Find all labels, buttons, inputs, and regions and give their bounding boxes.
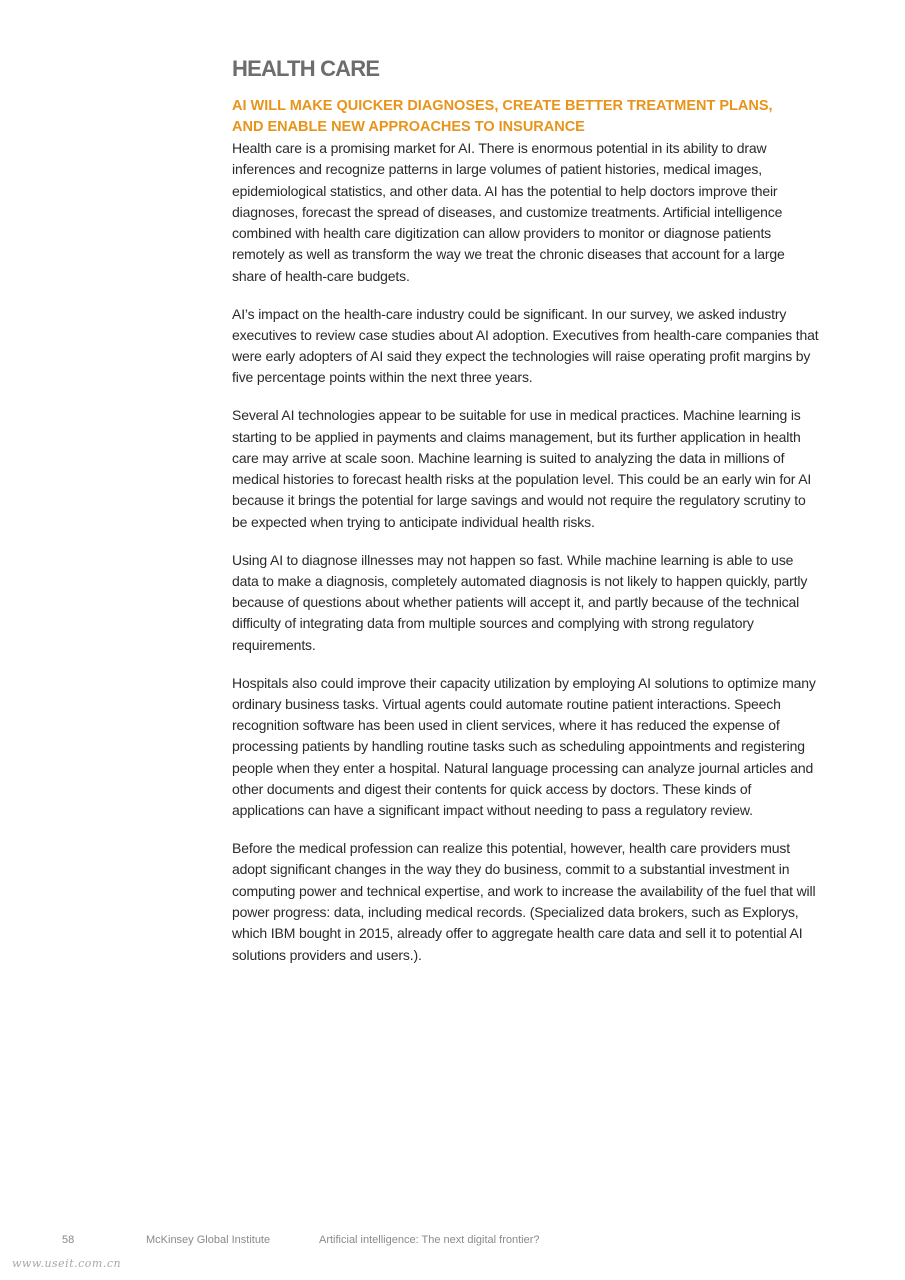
page-footer [0, 1234, 905, 1250]
body-paragraph: AI’s impact on the health-care industry could be significant. In our survey, we asked industry executives to review case studies about AI adoption. Executives from health-care companies that were early adopters of AI said they expect the technologies will raise operating profit margins by five percentage points within the next three years. [232, 305, 819, 386]
footer-report-title: Artificial intelligence: The next digital frontier? [319, 1234, 540, 1246]
body-paragraph: Before the medical profession can realize this potential, however, health care providers must adopt significant changes in the way they do business, commit to a substantial investment in computing power and technical expertise, and work to increase the availability of the fuel that will power progress: data, including medical records. (Specialized data brokers, such as Explorys, which IBM bought in 2015, already offer to aggregate health care data and sell it to potential AI solutions providers and users.). [232, 840, 816, 963]
body-paragraph: Using AI to diagnose illnesses may not happen so fast. While machine learning is able to use data to make a diagnosis, completely automated diagnosis is not likely to happen quickly, partly because of questions about whether patients will accept it, and partly because of the technical difficulty of integrating data from multiple sources and complying with strong regulatory requirements. [232, 551, 808, 653]
body-paragraph: Several AI technologies appear to be suitable for use in medical practices. Machine learning is starting to be applied in payments and claims management, but its further application in health care may arrive at scale soon. Machine learning is suited to analyzing the data in millions of medical histories to forecast health risks at the population level. This could be an early win for AI because it brings the potential for large savings and would not require the regulatory scrutiny to be expected when trying to anticipate individual health risks. [232, 407, 812, 530]
main-content [232, 56, 822, 982]
body-paragraph: Hospitals also could improve their capacity utilization by employing AI solutions to optimize many ordinary business tasks. Virtual agents could automate routine patient interactions. Speech recognition software has been used in client services, where it has reduced the expense of processing patients by handling routine tasks such as scheduling appointments and registering people when they enter a hospital. Natural language processing can analyze journal articles and other documents and digest their contents for quick access by doctors. These kinds of applications can have a significant impact without needing to pass a regulatory review. [232, 674, 816, 819]
section-subheading: AI WILL MAKE QUICKER DIAGNOSES, CREATE BETTER TREATMENT PLANS, AND ENABLE NEW APPROACHES TO INSURANCE [232, 98, 773, 135]
page-number: 58 [62, 1234, 75, 1246]
body-paragraph: Health care is a promising market for AI. There is enormous potential in its ability to draw inferences and recognize patterns in large volumes of patient histories, medical images, epidemiological statistics, and other data. AI has the potential to help doctors improve their diagnoses, forecast the spread of diseases, and customize treatments. Artificial intelligence combined with health care digitization can allow providers to monitor or diagnose patients remotely as well as transform the way we treat the chronic diseases that account for a large share of health-care budgets. [232, 140, 785, 284]
watermark: www.useit.com.cn [12, 1257, 122, 1270]
footer-publisher: McKinsey Global Institute [146, 1234, 271, 1246]
section-title: HEALTH CARE [232, 56, 380, 81]
